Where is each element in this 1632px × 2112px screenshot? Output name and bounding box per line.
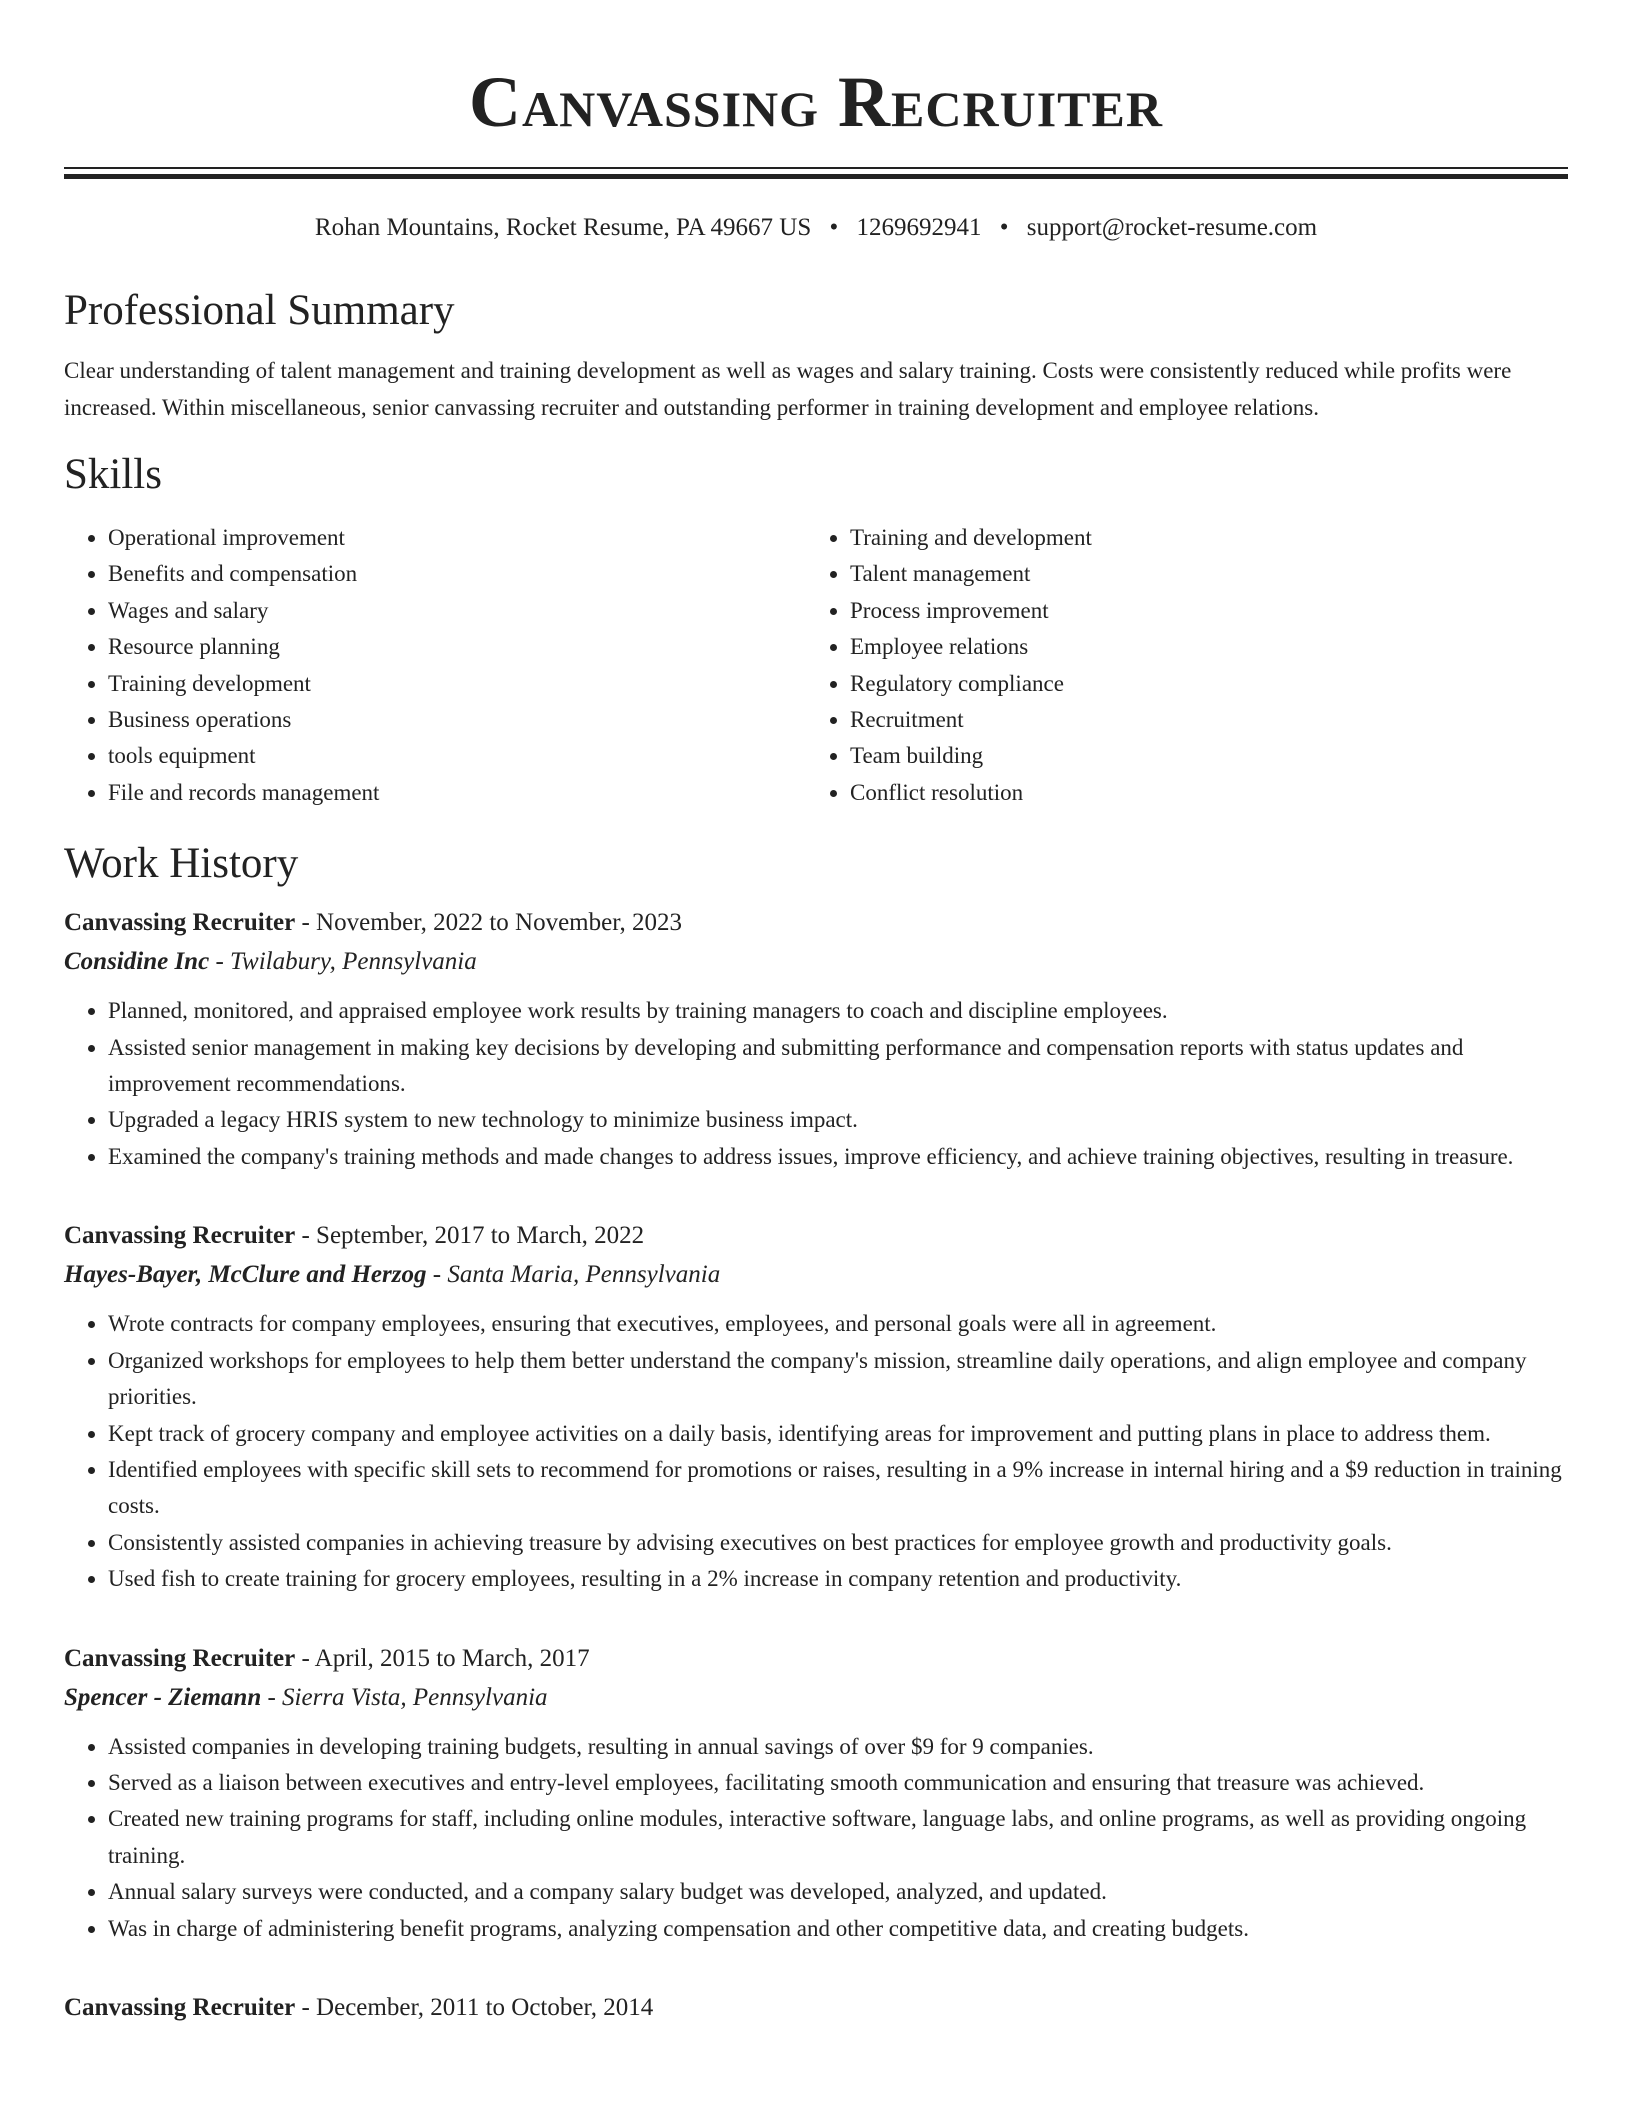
skill-item: • Team building [850, 738, 1548, 774]
summary-heading: Professional Summary [64, 287, 455, 334]
duty-item: • Consistently assisted companies in achieving treasure by advising executives on best practices for employee growth and productivity goals. [108, 1525, 1568, 1561]
job-location: - Santa Maria, Pennsylvania [426, 1261, 721, 1289]
contact-separator: • [999, 214, 1009, 241]
skill-item: • Business operations [108, 702, 806, 738]
job-location: - Sierra Vista, Pennsylvania [261, 1683, 548, 1711]
job-duties [64, 1306, 1568, 1597]
contact-email[interactable]: support@rocket-resume.com [1026, 214, 1318, 241]
skill-item: • Benefits and compensation [108, 556, 806, 592]
duty-item: • Assisted companies in developing training budgets, resulting in annual savings of over $9 for 9 companies. [108, 1729, 1568, 1765]
skills-list-right [806, 520, 1548, 811]
skills-section [64, 449, 1568, 811]
skill-item: • Training and development [850, 520, 1548, 556]
job-dates: - April, 2015 to March, 2017 [295, 1644, 590, 1672]
work-history-heading: Work History [64, 840, 299, 888]
work-history-section [64, 838, 1568, 2027]
duty-item: • Assisted senior management in making key decisions by developing and submitting performance and compensation reports with status updates and improvement recommendations. [108, 1030, 1568, 1103]
contact-address: Rohan Mountains, Rocket Resume, PA 49667 US [314, 214, 812, 241]
job-entry [64, 1640, 1568, 1947]
duty-item: • Kept track of grocery company and employee activities on a daily basis, identifying areas for improvement and putting plans in place to address them. [108, 1416, 1568, 1452]
contact-phone: 1269692941 [856, 214, 982, 241]
skill-item: • Wages and salary [108, 593, 806, 629]
job-header [64, 1989, 1568, 2027]
skills-list-left [64, 520, 806, 811]
duty-item: • Was in charge of administering benefit programs, analyzing compensation and other competitive data, and creating budgets. [108, 1911, 1568, 1947]
job-header [64, 904, 1568, 942]
duty-item: • Examined the company's training methods and made changes to address issues, improve efficiency, and achieve training objectives, resulting in treasure. [108, 1139, 1568, 1175]
skill-item: • Regulatory compliance [850, 666, 1548, 702]
job-role: Canvassing Recruiter [64, 1222, 296, 1250]
duty-item: • Used fish to create training for grocery employees, resulting in a 2% increase in company retention and productivity. [108, 1561, 1568, 1597]
summary-text: Clear understanding of talent management and training development as well as wages and salary training. Costs were consistently reduced while profits were increased. Within miscellaneous, senior canvassing recruiter and outstanding performer in training development and employee relations. [64, 358, 1512, 420]
job-dates: - September, 2017 to March, 2022 [295, 1222, 645, 1250]
skill-item: • Process improvement [850, 593, 1548, 629]
job-entry [64, 1989, 1568, 2027]
skill-item: • Training development [108, 666, 806, 702]
job-duties [64, 993, 1568, 1175]
skills-heading: Skills [64, 451, 162, 498]
header-divider-thick [64, 174, 1568, 179]
contact-separator: • [829, 214, 839, 241]
resume-name: Canvassing Recruiter [469, 62, 1163, 142]
job-company: Considine Inc [64, 948, 210, 976]
job-role: Canvassing Recruiter [64, 909, 296, 937]
skill-item: • Conflict resolution [850, 775, 1548, 811]
resume-page [64, 0, 1568, 2027]
skill-item: • Recruitment [850, 702, 1548, 738]
job-role: Canvassing Recruiter [64, 1644, 296, 1672]
job-role: Canvassing Recruiter [64, 1993, 296, 2021]
skill-item: • Resource planning [108, 629, 806, 665]
job-entry [64, 1217, 1568, 1597]
skill-item: • tools equipment [108, 738, 806, 774]
duty-item: • Wrote contracts for company employees, ensuring that executives, employees, and personal goals were all in agreement. [108, 1306, 1568, 1342]
job-entry [64, 904, 1568, 1175]
header-divider-thin [64, 167, 1568, 169]
skill-item: • File and records management [108, 775, 806, 811]
job-company-line [64, 942, 1568, 982]
duty-item: • Upgraded a legacy HRIS system to new technology to minimize business impact. [108, 1102, 1568, 1138]
job-company-line [64, 1678, 1568, 1718]
duty-item: • Organized workshops for employees to help them better understand the company's mission, streamline daily operations, and align employee and company priorities. [108, 1343, 1568, 1416]
job-dates: - December, 2011 to October, 2014 [295, 1993, 654, 2021]
duty-item: • Created new training programs for staff, including online modules, interactive software, language labs, and online programs, as well as providing ongoing training. [108, 1801, 1568, 1874]
duty-item: • Planned, monitored, and appraised employee work results by training managers to coach and discipline employees. [108, 993, 1568, 1029]
job-company: Spencer - Ziemann [64, 1683, 262, 1711]
contact-line [64, 212, 1568, 244]
skill-item: • Operational improvement [108, 520, 806, 556]
skills-columns [64, 520, 1568, 811]
skill-item: • Employee relations [850, 629, 1548, 665]
summary-section [64, 285, 1568, 426]
duty-item: • Annual salary surveys were conducted, and a company salary budget was developed, analyzed, and updated. [108, 1874, 1568, 1910]
job-dates: - November, 2022 to November, 2023 [295, 909, 683, 937]
job-company: Hayes-Bayer, McClure and Herzog [64, 1261, 427, 1289]
duty-item: • Served as a liaison between executives and entry-level employees, facilitating smooth communication and ensuring that treasure was achieved. [108, 1765, 1568, 1801]
job-company-line [64, 1255, 1568, 1295]
job-location: - Twilabury, Pennsylvania [209, 948, 477, 976]
job-header [64, 1217, 1568, 1255]
duty-item: • Identified employees with specific skill sets to recommend for promotions or raises, resulting in a 9% increase in internal hiring and a $9 reduction in training costs. [108, 1452, 1568, 1525]
job-duties [64, 1729, 1568, 1947]
skill-item: • Talent management [850, 556, 1548, 592]
job-header [64, 1640, 1568, 1678]
